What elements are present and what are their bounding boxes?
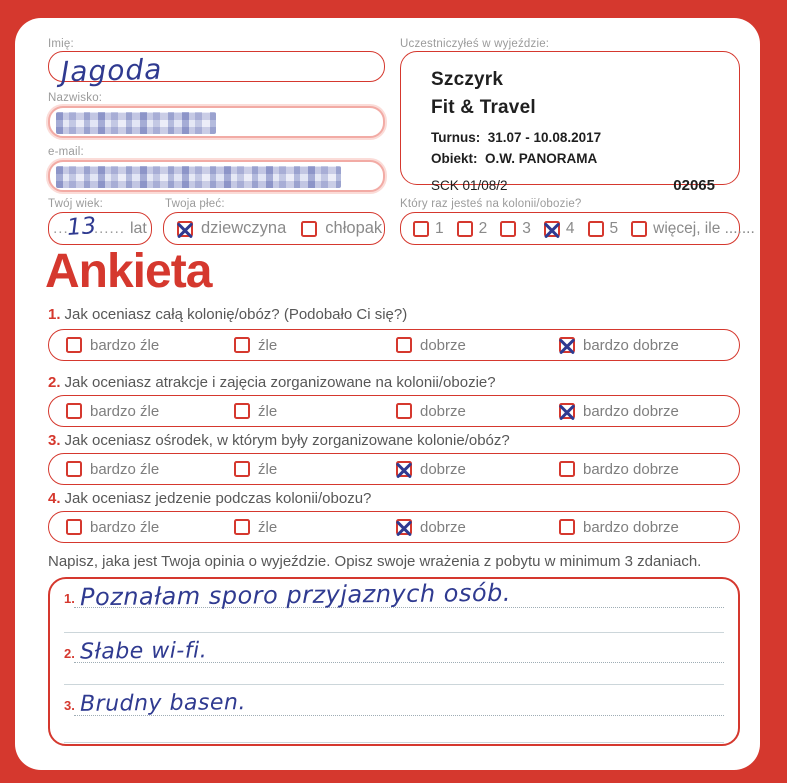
answer-checkbox[interactable] <box>234 461 250 477</box>
trip-card <box>400 51 740 195</box>
answer-label: źle <box>258 402 278 420</box>
trip-destination: Szczyrk <box>431 69 504 90</box>
question-4-text: 4. Jak oceniasz jedzenie podczas kolonii/obozu? <box>48 490 372 507</box>
answer-checkbox[interactable] <box>396 403 412 419</box>
answer-checkbox[interactable] <box>396 519 412 535</box>
answer-checkbox[interactable] <box>396 337 412 353</box>
trip-form-number: 02065 <box>673 177 715 195</box>
surname-label: Nazwisko: <box>48 92 103 104</box>
question-1-answers <box>48 329 740 361</box>
gender-checkbox-chlopak[interactable] <box>301 221 317 237</box>
trip-brand: Fit & Travel <box>431 96 536 118</box>
question-2-answers <box>48 395 740 427</box>
answer-label: dobrze <box>420 518 466 536</box>
gender-label: Twoja płeć: <box>165 198 225 210</box>
question-4-answers <box>48 511 740 543</box>
visits-option-label: 2 <box>478 219 488 237</box>
visits-checkbox-4[interactable] <box>544 221 560 237</box>
answer-label: bardzo dobrze <box>583 518 679 536</box>
visits-checkbox-3[interactable] <box>500 221 516 237</box>
answer-checkbox[interactable] <box>66 461 82 477</box>
email-input[interactable] <box>48 160 385 192</box>
answer-checkbox[interactable] <box>234 337 250 353</box>
answer-label: źle <box>258 336 278 354</box>
question-2-text: 2. Jak oceniasz atrakcje i zajęcia zorganizowane na kolonii/obozie? <box>48 374 496 391</box>
answer-checkbox[interactable] <box>559 337 575 353</box>
answer-label: bardzo dobrze <box>583 336 679 354</box>
trip-venue-label: Obiekt: <box>431 151 478 167</box>
age-input[interactable] <box>48 212 152 245</box>
answer-checkbox[interactable] <box>66 403 82 419</box>
visits-label: Który raz jesteś na kolonii/obozie? <box>400 198 582 210</box>
trip-turnus-value: 31.07 - 10.08.2017 <box>487 130 602 146</box>
email-redacted-pixelation <box>56 166 341 188</box>
age-value-handwriting: 13 <box>65 212 97 241</box>
visits-option-label: 5 <box>609 219 619 237</box>
answer-label: źle <box>258 460 278 478</box>
age-dots-after: ...... <box>93 220 125 237</box>
answer-checkbox[interactable] <box>559 461 575 477</box>
answer-label: źle <box>258 518 278 536</box>
opinion-entry-1: 1. Poznałam sporo przyjaznych osób. <box>64 578 511 612</box>
answer-checkbox[interactable] <box>66 519 82 535</box>
page-title: Ankieta <box>45 245 212 298</box>
name-label: Imię: <box>48 38 74 50</box>
answer-checkbox[interactable] <box>396 461 412 477</box>
opinion-writing-area[interactable] <box>48 577 740 746</box>
answer-checkbox[interactable] <box>559 519 575 535</box>
writing-line <box>64 684 724 685</box>
gender-option-label: dziewczyna <box>201 219 287 237</box>
surname-input[interactable] <box>48 106 385 138</box>
opinion-entry-2: 2. Słabe wi-fi. <box>64 638 208 665</box>
visits-checkbox-2[interactable] <box>457 221 473 237</box>
answer-checkbox[interactable] <box>234 519 250 535</box>
answer-label: bardzo źle <box>90 460 160 478</box>
writing-line <box>64 632 724 633</box>
visits-checkbox-1[interactable] <box>413 221 429 237</box>
visits-option-label: 1 <box>435 219 444 237</box>
trip-turnus-label: Turnus: <box>431 130 481 146</box>
visits-option-label: 3 <box>522 219 531 237</box>
answer-checkbox[interactable] <box>234 403 250 419</box>
question-3-text: 3. Jak oceniasz ośrodek, w którym były zorganizowane kolonie/obóz? <box>48 432 510 449</box>
question-1-text: 1. Jak oceniasz całą kolonię/obóz? (Podobało Ci się?) <box>48 306 408 323</box>
surname-redacted-pixelation <box>56 112 216 134</box>
age-label: Twój wiek: <box>48 198 104 210</box>
age-dots-before: ... <box>53 220 69 237</box>
answer-label: bardzo dobrze <box>583 460 679 478</box>
gender-fieldset <box>163 212 385 245</box>
opinion-entry-3: 3. Brudny basen. <box>64 690 246 717</box>
answer-label: bardzo źle <box>90 336 160 354</box>
answer-label: bardzo dobrze <box>583 402 679 420</box>
trip-label: Uczestniczyłeś w wyjeździe: <box>400 38 550 50</box>
question-3-answers <box>48 453 740 485</box>
writing-line <box>64 742 724 743</box>
form-sheet <box>15 18 760 770</box>
name-value-handwriting: Jagoda <box>60 52 163 89</box>
trip-venue-value: O.W. PANORAMA <box>485 151 598 167</box>
visits-option-label: 4 <box>565 219 575 237</box>
trip-code: SCK 01/08/2 <box>431 178 508 194</box>
answer-checkbox[interactable] <box>66 337 82 353</box>
gender-checkbox-dziewczyna[interactable] <box>177 221 193 237</box>
answer-label: bardzo źle <box>90 402 160 420</box>
email-label: e-mail: <box>48 146 84 158</box>
answer-checkbox[interactable] <box>559 403 575 419</box>
visits-checkbox-more[interactable] <box>631 221 647 237</box>
answer-label: dobrze <box>420 402 466 420</box>
answer-label: dobrze <box>420 336 466 354</box>
age-unit-label: lat <box>129 219 147 237</box>
answer-label: dobrze <box>420 460 466 478</box>
gender-option-label: chłopak <box>325 219 383 237</box>
answer-label: bardzo źle <box>90 518 160 536</box>
opinion-prompt: Napisz, jaka jest Twoja opinia o wyjeździe. Opisz swoje wrażenia z pobytu w minimum 3 zdaniach. <box>48 553 702 570</box>
visits-option-label: więcej, ile ....... <box>653 219 755 237</box>
visits-checkbox-5[interactable] <box>588 221 604 237</box>
visits-fieldset <box>400 212 755 245</box>
